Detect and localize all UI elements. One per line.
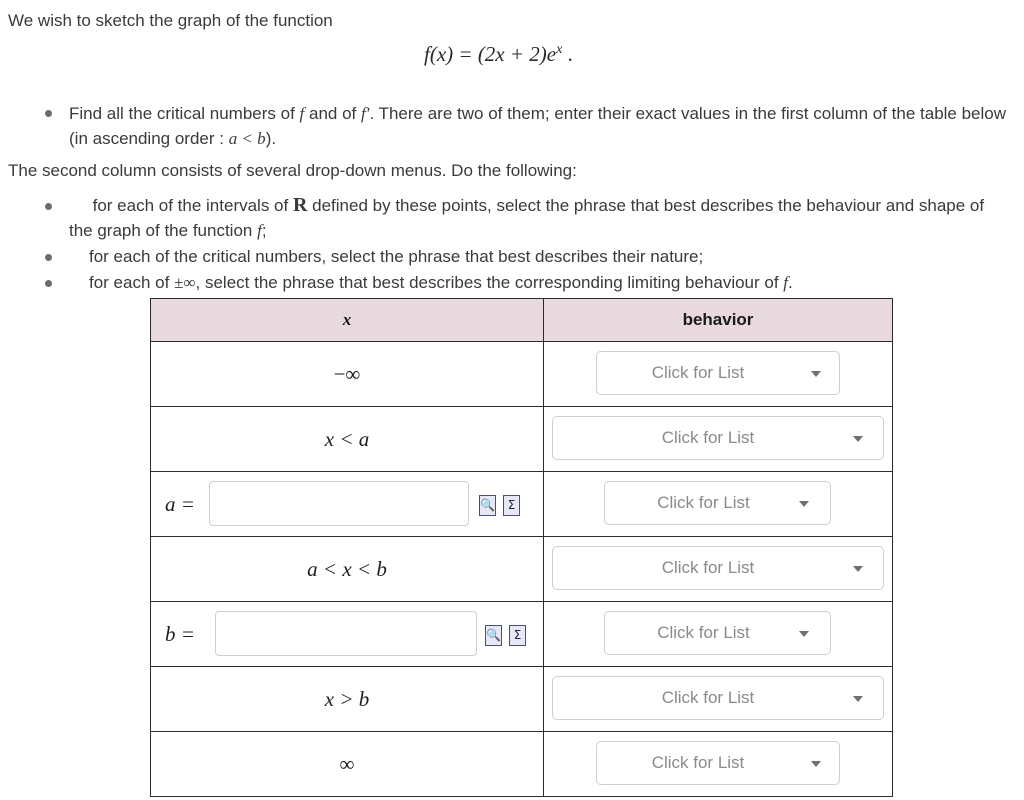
bullet-dot (45, 203, 52, 210)
behavior-cell (544, 472, 893, 537)
x-cell-x-greater-b: x > b (151, 667, 544, 732)
bullet-dot (45, 280, 52, 287)
preview-icon[interactable]: 🔍 (485, 625, 502, 646)
bullet-dot (45, 254, 52, 261)
function-formula: $f(x) = (2x + 2)e^x$ . (424, 42, 573, 66)
instruction-limits: for each of ±∞, select the phrase that best describes the corresponding limiting behaviour of f. (89, 273, 793, 292)
table-row (151, 602, 893, 667)
table-row (151, 407, 893, 472)
behavior-dropdown-neg-infinity[interactable]: Click for List (596, 351, 840, 395)
header-x: x (151, 299, 544, 342)
instruction-critical-numbers: Find all the critical numbers of f and of f′. There are two of them; enter their exact values in the first column of the table below (in ascending order : a < b). (69, 104, 1007, 148)
equation-editor-icon[interactable]: Σ (509, 625, 526, 646)
x-cell-neg-infinity: −∞ (151, 342, 544, 407)
instruction-critical-nature: for each of the critical numbers, select the phrase that best describes their nature; (89, 247, 704, 266)
behavior-cell (544, 407, 893, 472)
x-cell-b (151, 602, 544, 667)
behavior-cell (544, 732, 893, 797)
behavior-cell (544, 667, 893, 732)
b-answer-input[interactable] (215, 611, 477, 656)
behavior-dropdown-x-less-a[interactable]: Click for List (552, 416, 884, 460)
x-cell-infinity: ∞ (151, 732, 544, 797)
bullet-dot (45, 110, 52, 117)
x-cell-a-x-b: a < x < b (151, 537, 544, 602)
b-label: b = (165, 622, 195, 646)
table-header-row (151, 299, 893, 342)
table-row (151, 667, 893, 732)
x-cell-a (151, 472, 544, 537)
behavior-dropdown-infinity[interactable]: Click for List (596, 741, 840, 785)
behavior-dropdown-b[interactable]: Click for List (604, 611, 831, 655)
chevron-down-icon (853, 696, 863, 702)
equation-editor-icon[interactable]: Σ (503, 495, 520, 516)
preview-icon[interactable]: 🔍 (479, 495, 496, 516)
chevron-down-icon (853, 436, 863, 442)
behavior-dropdown-a-x-b[interactable]: Click for List (552, 546, 884, 590)
behavior-cell (544, 342, 893, 407)
chevron-down-icon (799, 631, 809, 637)
chevron-down-icon (853, 566, 863, 572)
a-answer-input[interactable] (209, 481, 469, 526)
table-row (151, 537, 893, 602)
behavior-cell (544, 537, 893, 602)
intro-text: We wish to sketch the graph of the function (8, 11, 333, 30)
chevron-down-icon (811, 761, 821, 767)
chevron-down-icon (799, 501, 809, 507)
dropdown-instructions: The second column consists of several drop-down menus. Do the following: (8, 161, 577, 180)
chevron-down-icon (811, 371, 821, 377)
header-behavior: behavior (544, 299, 893, 342)
table-row (151, 342, 893, 407)
instruction-intervals: for each of the intervals of R defined by these points, select the phrase that best describes the behaviour and shape of the graph of the function f; (69, 194, 985, 240)
a-label: a = (165, 492, 195, 516)
behavior-dropdown-a[interactable]: Click for List (604, 481, 831, 525)
table-row (151, 472, 893, 537)
behavior-cell (544, 602, 893, 667)
behavior-dropdown-x-greater-b[interactable]: Click for List (552, 676, 884, 720)
x-cell-x-less-a: x < a (151, 407, 544, 472)
table-row (151, 732, 893, 797)
behavior-table (150, 298, 893, 797)
